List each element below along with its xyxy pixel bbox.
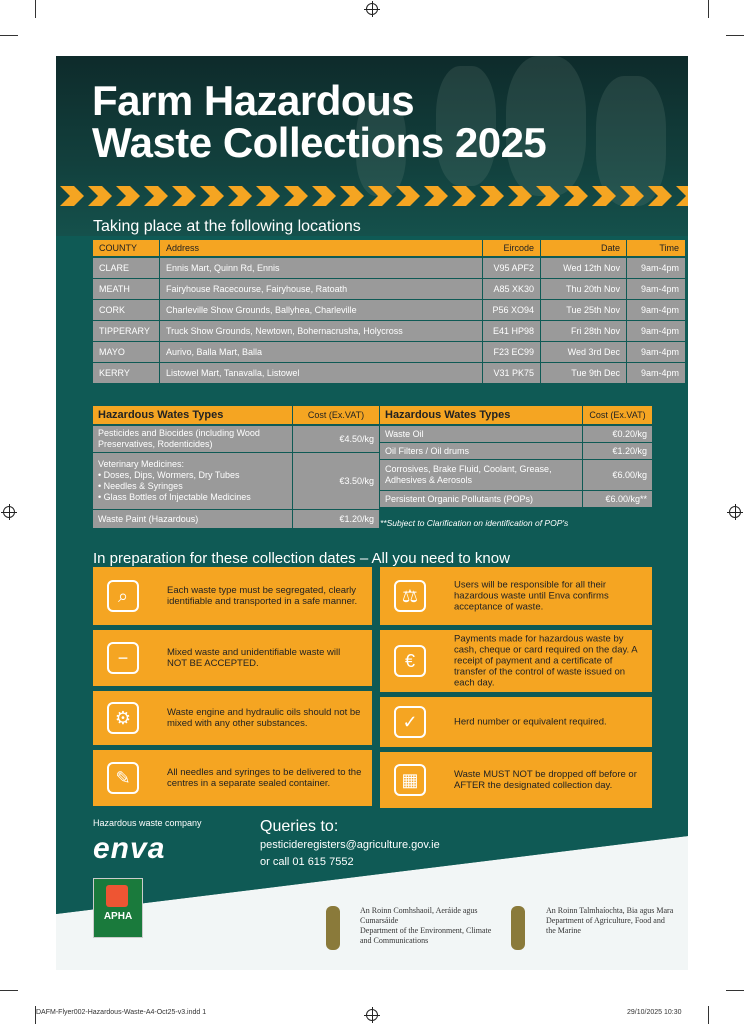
crop-mark xyxy=(726,35,744,36)
chevron-mark xyxy=(536,186,560,206)
hazard-cost-cell: €6.00/kg xyxy=(583,460,652,490)
flyer xyxy=(56,56,688,970)
info-card-text: Herd number or equivalent required. xyxy=(454,716,607,728)
slug-timestamp: 29/10/2025 10:30 xyxy=(627,1009,682,1016)
registration-mark-icon xyxy=(3,506,15,518)
info-card-text: Waste engine and hydraulic oils should not be mixed with any other substances. xyxy=(167,707,361,729)
hazard-header-type: Hazardous Wates Types xyxy=(93,406,292,424)
chevron-mark xyxy=(88,186,112,206)
info-card xyxy=(380,567,652,625)
chevron-mark xyxy=(396,186,420,206)
euro-icon: € xyxy=(394,645,426,677)
chevron-mark xyxy=(508,186,532,206)
table-cell: Truck Show Grounds, Newtown, Bohernacrusha, Holycross xyxy=(160,321,482,341)
search-icon: ⌕ xyxy=(107,580,139,612)
hazard-header-cost: Cost (Ex.VAT) xyxy=(583,406,652,424)
chevron-mark xyxy=(452,186,476,206)
chevron-mark xyxy=(592,186,616,206)
hazard-type-cell: Waste Oil xyxy=(380,426,582,442)
chevron-mark xyxy=(312,186,336,206)
table-cell: P56 XO94 xyxy=(483,300,540,320)
minus-circle-icon: − xyxy=(107,642,139,674)
info-card xyxy=(380,752,652,808)
info-card xyxy=(93,567,372,625)
crop-mark xyxy=(708,0,709,18)
harp-icon xyxy=(511,906,525,950)
crop-mark xyxy=(35,0,36,18)
locations-header-cell: COUNTY xyxy=(93,240,159,256)
dept-environment: An Roinn Comhshaoil, Aeráide agus Cumarsáide Department of the Environment, Climate and Communications xyxy=(360,906,492,945)
harp-icon xyxy=(326,906,340,950)
chevron-mark xyxy=(424,186,448,206)
table-cell: Tue 9th Dec xyxy=(541,363,626,383)
info-card xyxy=(380,630,652,692)
title-line-2: Waste Collections 2025 xyxy=(92,119,547,166)
locations-header-cell: Date xyxy=(541,240,626,256)
table-cell: Ennis Mart, Quinn Rd, Ennis xyxy=(160,258,482,278)
table-cell: E41 HP98 xyxy=(483,321,540,341)
chevron-mark xyxy=(676,186,688,206)
hazard-header-type: Hazardous Wates Types xyxy=(380,406,582,424)
crop-mark xyxy=(708,1006,709,1024)
hazard-type-cell: Veterinary Medicines: • Doses, Dips, Wormers, Dry Tubes • Needles & Syringes • Glass Bottles of Injectable Medicines xyxy=(93,453,292,509)
chevron-mark xyxy=(564,186,588,206)
gavel-icon: ⚖ xyxy=(394,580,426,612)
hazard-header-cost: Cost (Ex.VAT) xyxy=(293,406,379,424)
crop-mark xyxy=(0,990,18,991)
registration-mark-icon xyxy=(729,506,741,518)
chevron-mark xyxy=(116,186,140,206)
table-cell: V95 APF2 xyxy=(483,258,540,278)
info-card-text: Waste MUST NOT be dropped off before or AFTER the designated collection day. xyxy=(454,769,637,791)
queries-phone: or call 01 615 7552 xyxy=(260,856,354,868)
table-cell: Charleville Show Grounds, Ballyhea, Charleville xyxy=(160,300,482,320)
chevron-mark xyxy=(368,186,392,206)
info-card-text: Payments made for hazardous waste by cash, cheque or card required on the day. A receipt of payment and a certificate of transfer of the control of waste issued on each day. xyxy=(454,633,638,689)
table-cell: 9am-4pm xyxy=(627,258,685,278)
hero-banner xyxy=(56,56,688,236)
info-card-text: Each waste type must be segregated, clearly identifiable and transported in a safe manner. xyxy=(167,585,358,607)
chevron-mark xyxy=(60,186,84,206)
hazard-cost-cell: €1.20/kg xyxy=(293,510,379,528)
info-card xyxy=(93,630,372,686)
dept-agriculture: An Roinn Talmhaíochta, Bia agus Mara Department of Agriculture, Food and the Marine xyxy=(546,906,674,935)
table-cell: Aurivo, Balla Mart, Balla xyxy=(160,342,482,362)
queries-email[interactable]: pesticideregisters@agriculture.gov.ie xyxy=(260,839,440,851)
hazard-type-cell: Persistent Organic Pollutants (POPs) xyxy=(380,491,582,507)
table-cell: Fairyhouse Racecourse, Fairyhouse, Ratoath xyxy=(160,279,482,299)
info-card-text: Users will be responsible for all their hazardous waste until Enva confirms acceptance of waste. xyxy=(454,579,609,613)
footer xyxy=(56,818,688,970)
tag-check-icon: ✓ xyxy=(394,706,426,738)
pops-note: **Subject to Clarification on identification of POP's xyxy=(380,518,569,528)
locations-heading: Taking place at the following locations xyxy=(93,218,361,235)
hazard-type-cell: Oil Filters / Oil drums xyxy=(380,443,582,459)
prep-heading: In preparation for these collection dates – All you need to know xyxy=(93,550,510,567)
hazard-cost-cell: €1.20/kg xyxy=(583,443,652,459)
info-card xyxy=(380,697,652,747)
chevron-mark xyxy=(200,186,224,206)
apha-logo: APHA xyxy=(93,878,143,938)
title-line-1: Farm Hazardous xyxy=(92,77,415,124)
table-cell: Listowel Mart, Tanavalla, Listowel xyxy=(160,363,482,383)
company-label: Hazardous waste company xyxy=(93,818,202,828)
hazard-type-cell: Pesticides and Biocides (including Wood Preservatives, Rodenticides) xyxy=(93,426,292,452)
hazard-cost-cell: €6.00/kg** xyxy=(583,491,652,507)
info-card-text: All needles and syringes to be delivered to the centres in a separate sealed container. xyxy=(167,767,362,789)
chevron-mark xyxy=(480,186,504,206)
locations-header-cell: Eircode xyxy=(483,240,540,256)
table-cell: 9am-4pm xyxy=(627,363,685,383)
table-cell: TIPPERARY xyxy=(93,321,159,341)
table-cell: 9am-4pm xyxy=(627,300,685,320)
table-cell: KERRY xyxy=(93,363,159,383)
hazard-type-cell: Corrosives, Brake Fluid, Coolant, Grease, Adhesives & Aerosols xyxy=(380,460,582,490)
table-cell: MEATH xyxy=(93,279,159,299)
table-cell: 9am-4pm xyxy=(627,342,685,362)
chevron-mark xyxy=(144,186,168,206)
table-cell: 9am-4pm xyxy=(627,321,685,341)
registration-mark-icon xyxy=(366,1009,378,1021)
page-title xyxy=(92,77,547,166)
slug-filename: DAFM-Flyer002-Hazardous-Waste-A4-Oct25-v3.indd 1 xyxy=(36,1009,207,1016)
syringe-icon: ✎ xyxy=(107,762,139,794)
chevron-mark xyxy=(172,186,196,206)
table-cell: Tue 25th Nov xyxy=(541,300,626,320)
table-cell: CORK xyxy=(93,300,159,320)
table-cell: Fri 28th Nov xyxy=(541,321,626,341)
crop-mark xyxy=(0,35,18,36)
table-cell: Wed 3rd Dec xyxy=(541,342,626,362)
table-cell: CLARE xyxy=(93,258,159,278)
table-cell: 9am-4pm xyxy=(627,279,685,299)
locations-header-cell: Address xyxy=(160,240,482,256)
crop-mark xyxy=(726,990,744,991)
hazard-cost-cell: €4.50/kg xyxy=(293,426,379,452)
enva-logo: enva xyxy=(93,832,166,865)
table-cell: MAYO xyxy=(93,342,159,362)
info-card xyxy=(93,750,372,806)
info-card-text: Mixed waste and unidentifiable waste will NOT BE ACCEPTED. xyxy=(167,647,341,669)
locations-header-cell: Time xyxy=(627,240,685,256)
hazard-cost-cell: €0.20/kg xyxy=(583,426,652,442)
chevron-mark xyxy=(256,186,280,206)
hazard-cost-cell: €3.50/kg xyxy=(293,453,379,509)
info-card xyxy=(93,691,372,745)
table-cell: Thu 20th Nov xyxy=(541,279,626,299)
hazard-type-cell: Waste Paint (Hazardous) xyxy=(93,510,292,528)
chevron-stripe xyxy=(56,184,688,208)
chevron-mark xyxy=(620,186,644,206)
chevron-mark xyxy=(648,186,672,206)
chevron-mark xyxy=(284,186,308,206)
chevron-mark xyxy=(340,186,364,206)
table-cell: Wed 12th Nov xyxy=(541,258,626,278)
calendar-icon: ▦ xyxy=(394,764,426,796)
table-cell: V31 PK75 xyxy=(483,363,540,383)
table-cell: F23 EC99 xyxy=(483,342,540,362)
engine-belt-icon: ⚙ xyxy=(107,702,139,734)
table-cell: A85 XK30 xyxy=(483,279,540,299)
queries-heading: Queries to: xyxy=(260,818,339,835)
chevron-mark xyxy=(228,186,252,206)
registration-mark-icon xyxy=(366,3,378,15)
